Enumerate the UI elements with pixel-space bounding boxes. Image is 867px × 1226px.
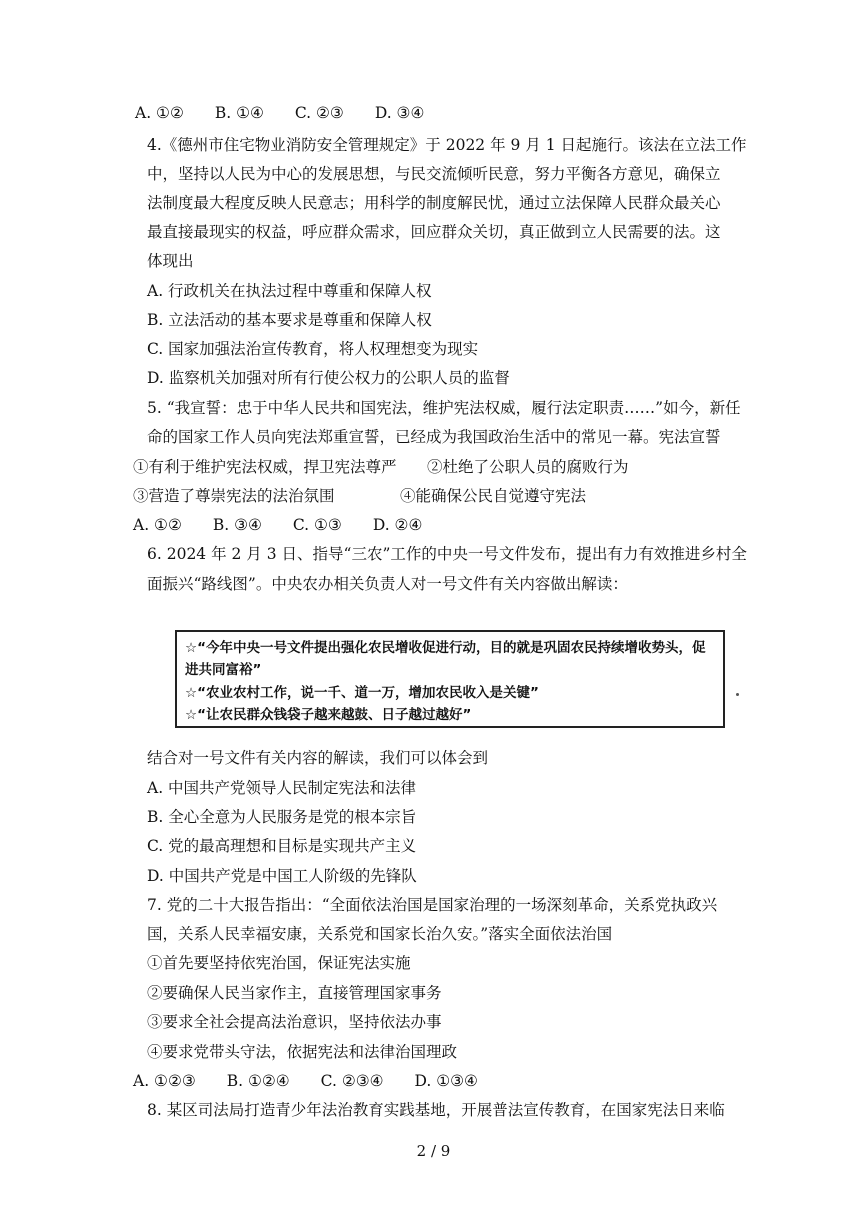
q6-option-c: C. 党的最高理想和目标是实现共产主义 <box>147 837 417 855</box>
q7-statement-2: ②要确保人民当家作主，直接管理国家事务 <box>147 984 442 1002</box>
q6-line-1: 6. 2024 年 2 月 3 日、指导“三农”工作的中央一号文件发布，提出有力有效推进乡村全 <box>147 545 747 563</box>
q4-option-b: B. 立法活动的基本要求是尊重和保障人权 <box>147 311 432 329</box>
q4-option-a: A. 行政机关在执法过程中尊重和保障人权 <box>147 282 432 300</box>
q6-line-2: 面振兴“路线图”。中央农办相关负责人对一号文件有关内容做出解读： <box>147 575 628 593</box>
q5-statement-2: ②杜绝了公职人员的腐败行为 <box>427 458 629 476</box>
q6-question: 结合对一号文件有关内容的解读，我们可以体会到 <box>147 749 489 767</box>
q7-line-2: 国，关系人民幸福安康，关系党和国家长治久安。”落实全面依法治国 <box>147 925 613 943</box>
q7-statement-3: ③要求全社会提高法治意识，坚持依法办事 <box>147 1013 442 1031</box>
q4-option-c: C. 国家加强法治宣传教育，将人权理想变为现实 <box>147 340 479 358</box>
q5-line-2: 命的国家工作人员向宪法郑重宣誓，已经成为我国政治生活中的常见一幕。宪法宣誓 <box>147 428 721 446</box>
q4-line-5: 体现出 <box>147 252 194 270</box>
q7-line-1: 7. 党的二十大报告指出：“全面依法治国是国家治理的一场深刻革命，关系党执政兴 <box>147 896 718 914</box>
scan-speck <box>736 693 739 696</box>
q5-statement-3: ③营造了尊崇宪法的法治氛围 <box>133 487 335 505</box>
q6-option-b: B. 全心全意为人民服务是党的根本宗旨 <box>147 808 417 826</box>
quote-box-line-2: 进共同富裕” <box>185 662 262 678</box>
q5-options: A. ①② B. ③④ C. ①③ D. ②④ <box>133 516 423 534</box>
q5-statement-4: ④能确保公民自觉遵守宪法 <box>400 487 587 505</box>
q7-statement-1: ①首先要坚持依宪治国，保证宪法实施 <box>147 954 411 972</box>
q4-line-1: 4.《德州市住宅物业消防安全管理规定》于 2022 年 9 月 1 日起施行。该法在立法工作 <box>147 136 747 154</box>
quote-box-line-1: ☆“今年中央一号文件提出强化农民增收促进行动，目的就是巩固农民持续增收势头，促 <box>185 640 706 656</box>
q5-statement-1: ①有利于维护宪法权威，捍卫宪法尊严 <box>133 458 397 476</box>
q4-line-3: 法制度最大程度反映人民意志；用科学的制度解民忧，通过立法保障人民群众最关心 <box>147 194 721 212</box>
q7-statement-4: ④要求党带头守法，依据宪法和法律治国理政 <box>147 1043 458 1061</box>
q4-line-4: 最直接最现实的权益，呼应群众需求，回应群众关切，真正做到立人民需要的法。这 <box>147 223 721 241</box>
q5-line-1: 5. “我宣誓：忠于中华人民共和国宪法，维护宪法权威，履行法定职责……”如今，新任 <box>147 399 741 417</box>
page-number: 2 / 9 <box>416 1142 451 1160</box>
q8-line-1: 8. 某区司法局打造青少年法治教育实践基地，开展普法宣传教育，在国家宪法日来临 <box>147 1101 725 1119</box>
q3-options: A. ①② B. ①④ C. ②③ D. ③④ <box>135 104 425 122</box>
quote-box <box>175 630 725 728</box>
quote-box-line-3: ☆“农业农村工作，说一千、道一万，增加农民收入是关键” <box>185 685 539 701</box>
q7-options: A. ①②③ B. ①②④ C. ②③④ D. ①③④ <box>133 1072 478 1090</box>
q4-line-2: 中，坚持以人民为中心的发展思想，与民交流倾听民意，努力平衡各方意见，确保立 <box>147 165 721 183</box>
q6-option-d: D. 中国共产党是中国工人阶级的先锋队 <box>147 867 417 885</box>
q6-option-a: A. 中国共产党领导人民制定宪法和法律 <box>147 779 417 797</box>
quote-box-line-4: ☆“让农民群众钱袋子越来越鼓、日子越过越好” <box>185 707 472 723</box>
q4-option-d: D. 监察机关加强对所有行使公权力的公职人员的监督 <box>147 369 510 387</box>
